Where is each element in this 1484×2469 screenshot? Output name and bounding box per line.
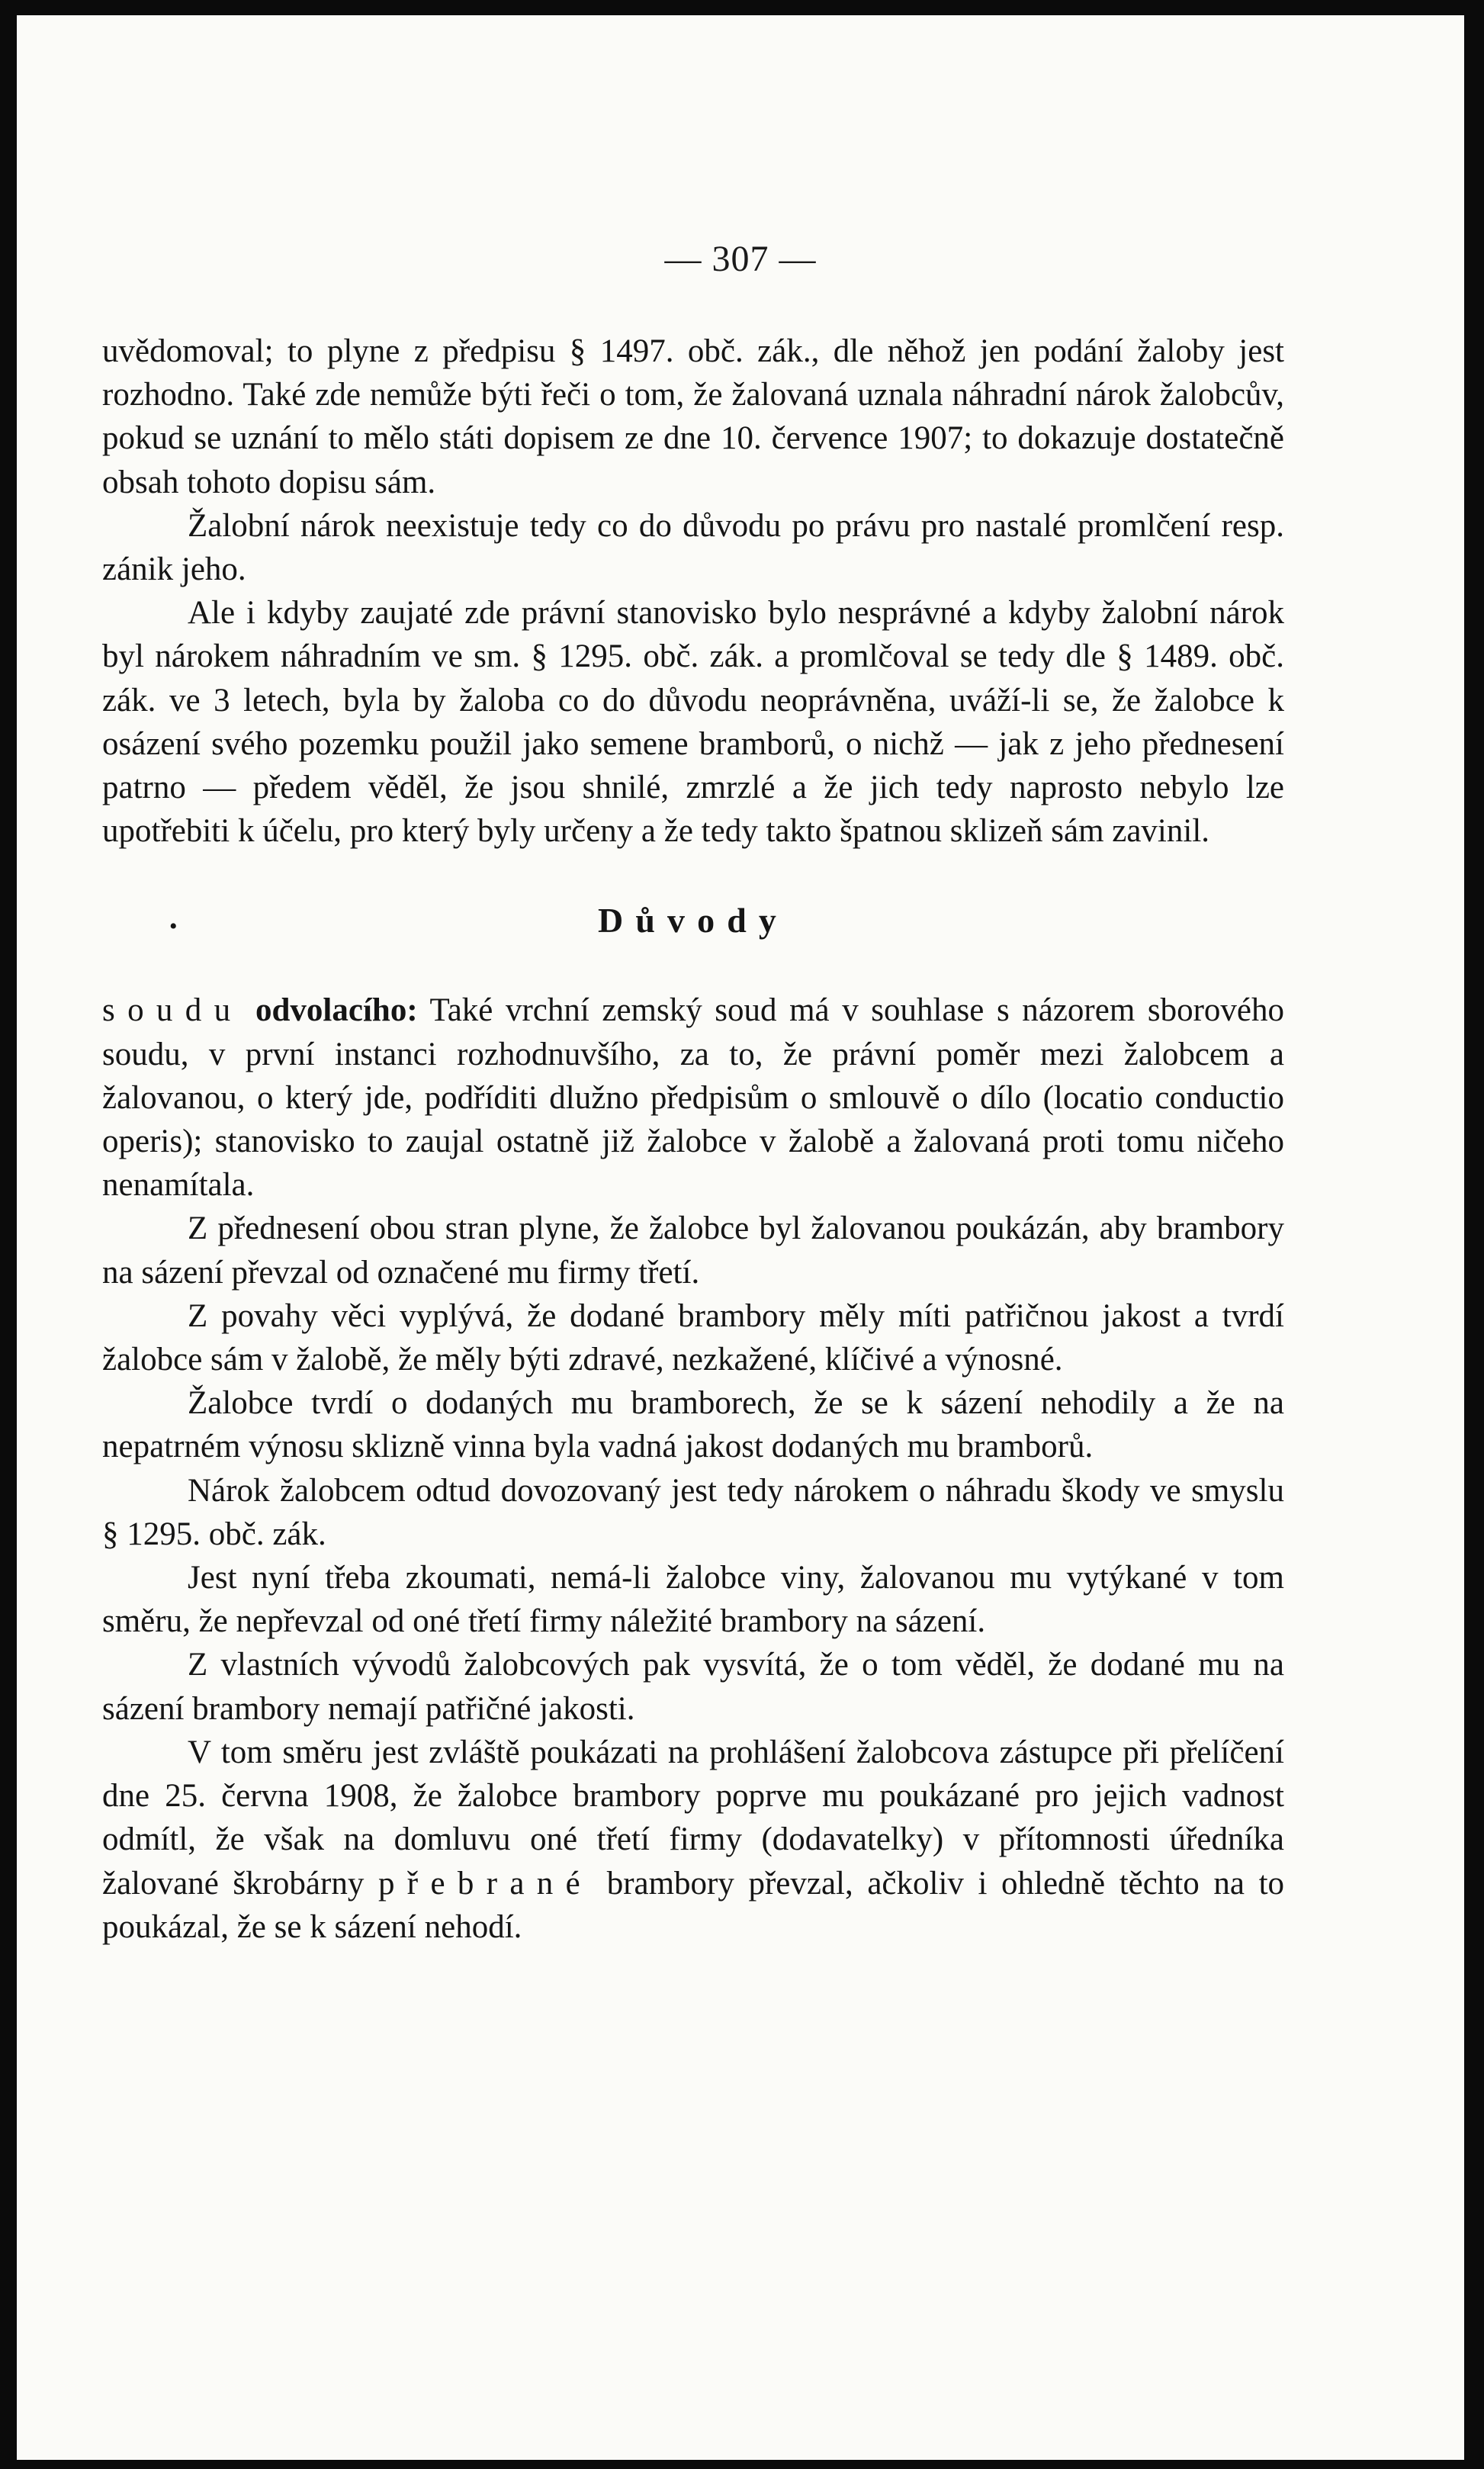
- paragraph: Žalobce tvrdí o dodaných mu bramborech, že se k sázení nehodily a že na nepatrném výnosu sklizně vinna byla vadná jakost dodaných mu bramborů.: [102, 1385, 1284, 1465]
- paragraph: Z vlastních vývodů žalobcových pak vysvítá, že o tom věděl, že dodané mu na sázení brambory nemají patřičné jakosti.: [102, 1647, 1284, 1727]
- paragraph-text: Také vrchní zemský soud má v souhlase s názorem sborového soudu, v první instanci rozhodnuvšího, za to, že právní poměr mezi žalobcem a žalovanou, o který jde, podříditi dlužno předpisům o smlouvě o dílo (locatio conductio operis); stanovisko to zaujal ostatně již žalobce v žalobě a žalovaná proti tomu ničeho nenamítala.: [102, 992, 1284, 1204]
- paragraph: uvědomoval; to plyne z předpisu § 1497. obč. zák., dle něhož jen podání žaloby jest rozhodno. Také zde nemůže býti řeči o tom, že žalovaná uznala náhradní nárok žalobcův, pokud se uznání to mělo státi dopisem ze dne 10. července 1907; to dokazuje dostatečně obsah tohoto dopisu sám.: [102, 333, 1284, 500]
- paragraph-text: V tom směru jest zvláště poukázati na prohlášení žalobcova zástupce při přelíčení dne 25. června 1908, že žalobce brambory poprve mu poukázané pro jejich vadnost odmítl, že však na domluvu oné třetí firmy (dodavatelky) v přítomnosti úředníka žalované škrobárny: [102, 1734, 1284, 1902]
- page-number: — 307 —: [664, 239, 817, 279]
- paragraph: Z povahy věci vyplývá, že dodané brambory měly míti patřičnou jakost a tvrdí žalobce sám v žalobě, že měly býti zdravé, nezkažené, klíčivé a výnosné.: [102, 1297, 1284, 1378]
- paragraph: Žalobní nárok neexistuje tedy co do důvodu po právu pro nastalé promlčení resp. zánik jeho.: [102, 507, 1284, 588]
- book-page: [17, 15, 1464, 2460]
- spaced-word: soudu: [102, 992, 243, 1029]
- paragraph: Ale i kdyby zaujaté zde právní stanovisko bylo nesprávné a kdyby žalobní nárok byl nárokem náhradním ve sm. § 1295. obč. zák. a promlčoval se tedy dle § 1489. obč. zák. ve 3 letech, byla by žaloba co do důvodu neoprávněna, uváží-li se, že žalobce k osázení svého pozemku použil jako semene bramborů, o nichž — jak z jeho přednesení patrno — předem věděl, že jsou shnilé, zmrzlé a že jich tedy naprosto nebylo lze upotřebiti k účelu, pro který byly určeny a že tedy takto špatnou sklizeň sám zavinil.: [102, 595, 1284, 850]
- bold-word: odvolacího:: [255, 992, 418, 1029]
- bullet-mark: •: [169, 914, 178, 940]
- paragraph-last: [102, 1731, 1284, 1949]
- paragraph: Nárok žalobcem odtud dovozovaný jest tedy nárokem o náhradu škody ve smyslu § 1295. obč. zák.: [102, 1472, 1284, 1552]
- paragraph-text: brambory převzal, ačkoliv i ohledně těchto na to poukázal, že se k sázení nehodí.: [102, 1865, 1285, 1945]
- paragraph-first-reason: [102, 989, 1284, 1207]
- heading-text: Důvody: [598, 901, 789, 940]
- section-heading: [102, 899, 1284, 943]
- body-text: [102, 330, 1284, 1949]
- paragraph: Jest nyní třeba zkoumati, nemá-li žalobce viny, žalovanou mu vytýkané v tom směru, že nepřevzal od oné třetí firmy náležité brambory na sázení.: [102, 1560, 1284, 1640]
- paragraph: Z přednesení obou stran plyne, že žalobce byl žalovanou poukázán, aby brambory na sázení převzal od označené mu firmy třetí.: [102, 1210, 1284, 1291]
- spaced-word: přebrané: [377, 1865, 593, 1902]
